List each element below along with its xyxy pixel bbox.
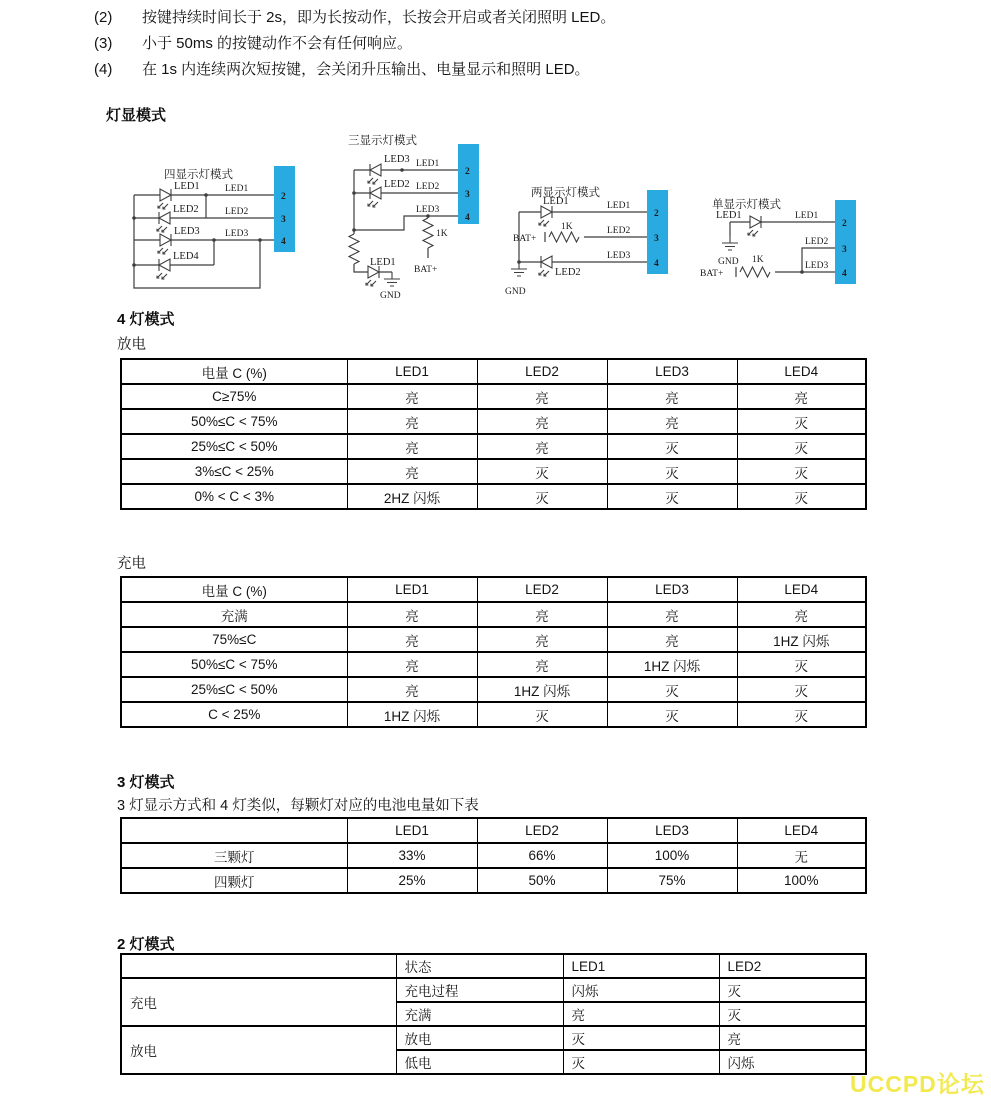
column-header: LED2 (477, 577, 607, 602)
row-header-cell: 放电 (396, 1026, 563, 1050)
bat-label: BAT+ (414, 265, 438, 275)
value-cell: 亮 (607, 627, 737, 652)
junction-dot (800, 270, 804, 274)
column-header: LED2 (719, 954, 866, 978)
table-row (121, 677, 866, 702)
bat-label: BAT+ (700, 269, 724, 279)
value-cell: 灭 (719, 1002, 866, 1026)
column-header: LED1 (347, 577, 477, 602)
column-header: LED4 (737, 577, 866, 602)
discharge-table (120, 358, 867, 510)
value-cell: 75% (607, 868, 737, 893)
value-cell: 1HZ 闪烁 (737, 627, 866, 652)
note-text: 小于 50ms 的按键动作不会有任何响应。 (142, 35, 413, 52)
value-cell: 灭 (477, 459, 607, 484)
value-cell: 灭 (737, 409, 866, 434)
value-cell: 33% (347, 843, 477, 868)
led-label: LED1 (543, 196, 569, 207)
resistor-symbol (423, 218, 433, 248)
column-header: LED1 (347, 818, 477, 843)
ground-symbol (384, 272, 400, 286)
bat-label: BAT+ (513, 234, 537, 244)
row-header-cell: 三颗灯 (121, 843, 347, 868)
value-cell: 亮 (347, 384, 477, 409)
value-cell: 100% (607, 843, 737, 868)
value-cell: 亮 (347, 652, 477, 677)
value-cell: 灭 (737, 434, 866, 459)
led-symbol (539, 206, 552, 226)
row-header-cell: 75%≤C (121, 627, 347, 652)
junction-dots (352, 168, 430, 232)
value-cell: 灭 (737, 484, 866, 509)
led-label: LED2 (384, 179, 410, 190)
value-cell: 亮 (347, 409, 477, 434)
diagram-three-led-mode (340, 130, 510, 305)
diagram-two-led-mode (505, 182, 693, 302)
value-cell: 100% (737, 868, 866, 893)
resistor-symbol (549, 232, 579, 242)
table-row (121, 459, 866, 484)
value-cell: 闪烁 (719, 1050, 866, 1074)
wire-label: LED2 (416, 182, 440, 192)
led-label: LED1 (174, 181, 200, 192)
diagram-title: 三显示灯模式 (348, 135, 417, 147)
led-symbol (157, 212, 170, 232)
value-cell: 亮 (737, 384, 866, 409)
resistor-symbol (740, 267, 770, 277)
table-row (121, 1026, 866, 1050)
table-row (121, 409, 866, 434)
value-cell: 亮 (607, 384, 737, 409)
value-cell: 亮 (477, 652, 607, 677)
led-symbol (158, 189, 171, 209)
row-group-label: 充电 (121, 978, 396, 1026)
column-header: LED3 (607, 359, 737, 384)
column-header: 状态 (396, 954, 563, 978)
table-row (121, 484, 866, 509)
wire-label: LED1 (225, 184, 249, 194)
value-cell: 亮 (719, 1026, 866, 1050)
table-row (121, 434, 866, 459)
column-header: LED4 (737, 818, 866, 843)
watermark: UCCPD论坛 (850, 1071, 985, 1097)
ground-symbol (722, 236, 738, 250)
value-cell: 亮 (737, 602, 866, 627)
row-header-cell: C≥75% (121, 384, 347, 409)
row-header-cell: 25%≤C < 50% (121, 677, 347, 702)
value-cell: 亮 (347, 677, 477, 702)
column-header: LED2 (477, 359, 607, 384)
note-number: (3) (94, 35, 113, 52)
section-title-light-display-mode: 灯显模式 (106, 107, 167, 124)
table-row (121, 652, 866, 677)
table-row (121, 384, 866, 409)
column-header (121, 818, 347, 843)
value-cell: 1HZ 闪烁 (607, 652, 737, 677)
discharge-caption: 放电 (117, 337, 146, 353)
value-cell: 亮 (477, 434, 607, 459)
section-title-two-light: 2 灯模式 (117, 936, 175, 953)
column-header (121, 954, 396, 978)
value-cell: 灭 (737, 459, 866, 484)
wire-label: LED1 (416, 159, 440, 169)
wire-label: LED2 (607, 226, 631, 236)
section-title-three-light: 3 灯模式 (117, 774, 175, 791)
three-light-subtitle: 3 灯显示方式和 4 灯类似，每颗灯对应的电池电量如下表 (117, 798, 479, 814)
column-header: LED1 (347, 359, 477, 384)
row-header-cell: C < 25% (121, 702, 347, 727)
wire-label: LED2 (225, 207, 249, 217)
diagram-one-led-mode (700, 194, 878, 302)
wire-label: LED1 (607, 201, 631, 211)
value-cell: 亮 (347, 602, 477, 627)
table-row (121, 978, 866, 1002)
pin-number: 3 (465, 190, 470, 200)
diagram-four-led-mode (122, 158, 317, 308)
charge-caption: 充电 (117, 556, 146, 572)
led-label: LED3 (384, 154, 410, 165)
note-text: 在 1s 内连续两次短按键，会关闭升压输出、电量显示和照明 LED。 (142, 61, 590, 78)
column-header: LED4 (737, 359, 866, 384)
header-row (121, 577, 866, 602)
gnd-label: GND (718, 257, 739, 267)
column-header: LED2 (477, 818, 607, 843)
section-title-four-light: 4 灯模式 (117, 311, 175, 328)
gnd-label: GND (505, 287, 526, 297)
junction-dot (517, 260, 521, 264)
table-row (121, 602, 866, 627)
value-cell: 亮 (477, 409, 607, 434)
header-row (121, 954, 866, 978)
pin-number: 2 (465, 167, 470, 177)
value-cell: 灭 (563, 1026, 719, 1050)
value-cell: 25% (347, 868, 477, 893)
wire-label: LED3 (805, 261, 829, 271)
value-cell: 灭 (563, 1050, 719, 1074)
value-cell: 1HZ 闪烁 (477, 677, 607, 702)
value-cell: 50% (477, 868, 607, 893)
row-header-cell: 充满 (396, 1002, 563, 1026)
value-cell: 亮 (477, 627, 607, 652)
resistor-label: 1K (436, 229, 448, 239)
value-cell: 无 (737, 843, 866, 868)
value-cell: 灭 (737, 652, 866, 677)
wire-label: LED3 (607, 251, 631, 261)
value-cell: 灭 (607, 702, 737, 727)
value-cell: 亮 (477, 384, 607, 409)
table-row (121, 868, 866, 893)
led-symbol (368, 187, 381, 207)
note-text: 按键持续时间长于 2s，即为长按动作，长按会开启或者关闭照明 LED。 (142, 9, 616, 26)
row-header-cell: 充电过程 (396, 978, 563, 1002)
led-symbol (157, 259, 170, 279)
value-cell: 亮 (347, 627, 477, 652)
row-header-cell: 3%≤C < 25% (121, 459, 347, 484)
pin-number: 4 (842, 269, 847, 279)
value-cell: 灭 (607, 677, 737, 702)
pin-number: 4 (465, 213, 470, 223)
column-header: 电量 C (%) (121, 577, 347, 602)
row-header-cell: 充满 (121, 602, 347, 627)
circuit-wires (134, 195, 274, 288)
value-cell: 亮 (563, 1002, 719, 1026)
value-cell: 灭 (737, 702, 866, 727)
diagram-title: 四显示灯模式 (164, 169, 233, 181)
two-light-table (120, 953, 867, 1075)
value-cell: 亮 (607, 602, 737, 627)
value-cell: 亮 (347, 434, 477, 459)
row-header-cell: 25%≤C < 50% (121, 434, 347, 459)
column-header: 电量 C (%) (121, 359, 347, 384)
pin-number: 4 (281, 237, 286, 247)
value-cell: 灭 (607, 459, 737, 484)
column-header: LED1 (563, 954, 719, 978)
diagram-title: 两显示灯模式 (531, 187, 600, 199)
row-group-label: 放电 (121, 1026, 396, 1074)
pin-number: 3 (281, 215, 286, 225)
row-header-cell: 0% < C < 3% (121, 484, 347, 509)
connector-block (458, 144, 479, 224)
column-header: LED3 (607, 577, 737, 602)
table-row (121, 843, 866, 868)
pin-number: 2 (842, 219, 847, 229)
value-cell: 闪烁 (563, 978, 719, 1002)
pin-number: 3 (654, 234, 659, 244)
note-number: (4) (94, 61, 113, 78)
wire-label: LED3 (225, 229, 249, 239)
value-cell: 灭 (477, 702, 607, 727)
led-symbol (368, 164, 381, 184)
wire-label: LED3 (416, 205, 440, 215)
charge-table (120, 576, 867, 728)
value-cell: 66% (477, 843, 607, 868)
led-symbol (366, 266, 379, 286)
resistor-label: 1K (752, 255, 764, 265)
note-item (94, 32, 412, 53)
value-cell: 亮 (477, 602, 607, 627)
wire-label: LED2 (805, 237, 829, 247)
resistor-symbol (349, 234, 359, 264)
led-symbol (158, 234, 171, 254)
led-label: LED2 (555, 267, 581, 278)
pin-number: 2 (654, 209, 659, 219)
resistor-label: 1K (561, 222, 573, 232)
led-label: LED4 (173, 251, 199, 262)
value-cell: 灭 (607, 434, 737, 459)
value-cell: 亮 (607, 409, 737, 434)
header-row (121, 818, 866, 843)
gnd-label: GND (380, 291, 401, 301)
led-label: LED1 (370, 257, 396, 268)
value-cell: 1HZ 闪烁 (347, 702, 477, 727)
value-cell: 灭 (477, 484, 607, 509)
pin-number: 3 (842, 245, 847, 255)
row-header-cell: 50%≤C < 75% (121, 409, 347, 434)
column-header: LED3 (607, 818, 737, 843)
three-light-table (120, 817, 867, 894)
diagram-title: 单显示灯模式 (712, 199, 781, 211)
led-symbol (748, 216, 761, 236)
wire-label: LED1 (795, 211, 819, 221)
ground-symbol (511, 262, 527, 276)
value-cell: 2HZ 闪烁 (347, 484, 477, 509)
note-item (94, 6, 615, 27)
table-row (121, 627, 866, 652)
led-label: LED3 (174, 226, 200, 237)
note-number: (2) (94, 9, 113, 26)
led-label: LED1 (716, 210, 742, 221)
value-cell: 灭 (719, 978, 866, 1002)
value-cell: 灭 (607, 484, 737, 509)
table-row (121, 702, 866, 727)
note-item (94, 58, 590, 79)
header-row (121, 359, 866, 384)
row-header-cell: 50%≤C < 75% (121, 652, 347, 677)
row-header-cell: 低电 (396, 1050, 563, 1074)
value-cell: 灭 (737, 677, 866, 702)
led-label: LED2 (173, 204, 199, 215)
value-cell: 亮 (347, 459, 477, 484)
pin-number: 2 (281, 192, 286, 202)
pin-number: 4 (654, 259, 659, 269)
led-symbol (539, 256, 552, 276)
row-header-cell: 四颗灯 (121, 868, 347, 893)
